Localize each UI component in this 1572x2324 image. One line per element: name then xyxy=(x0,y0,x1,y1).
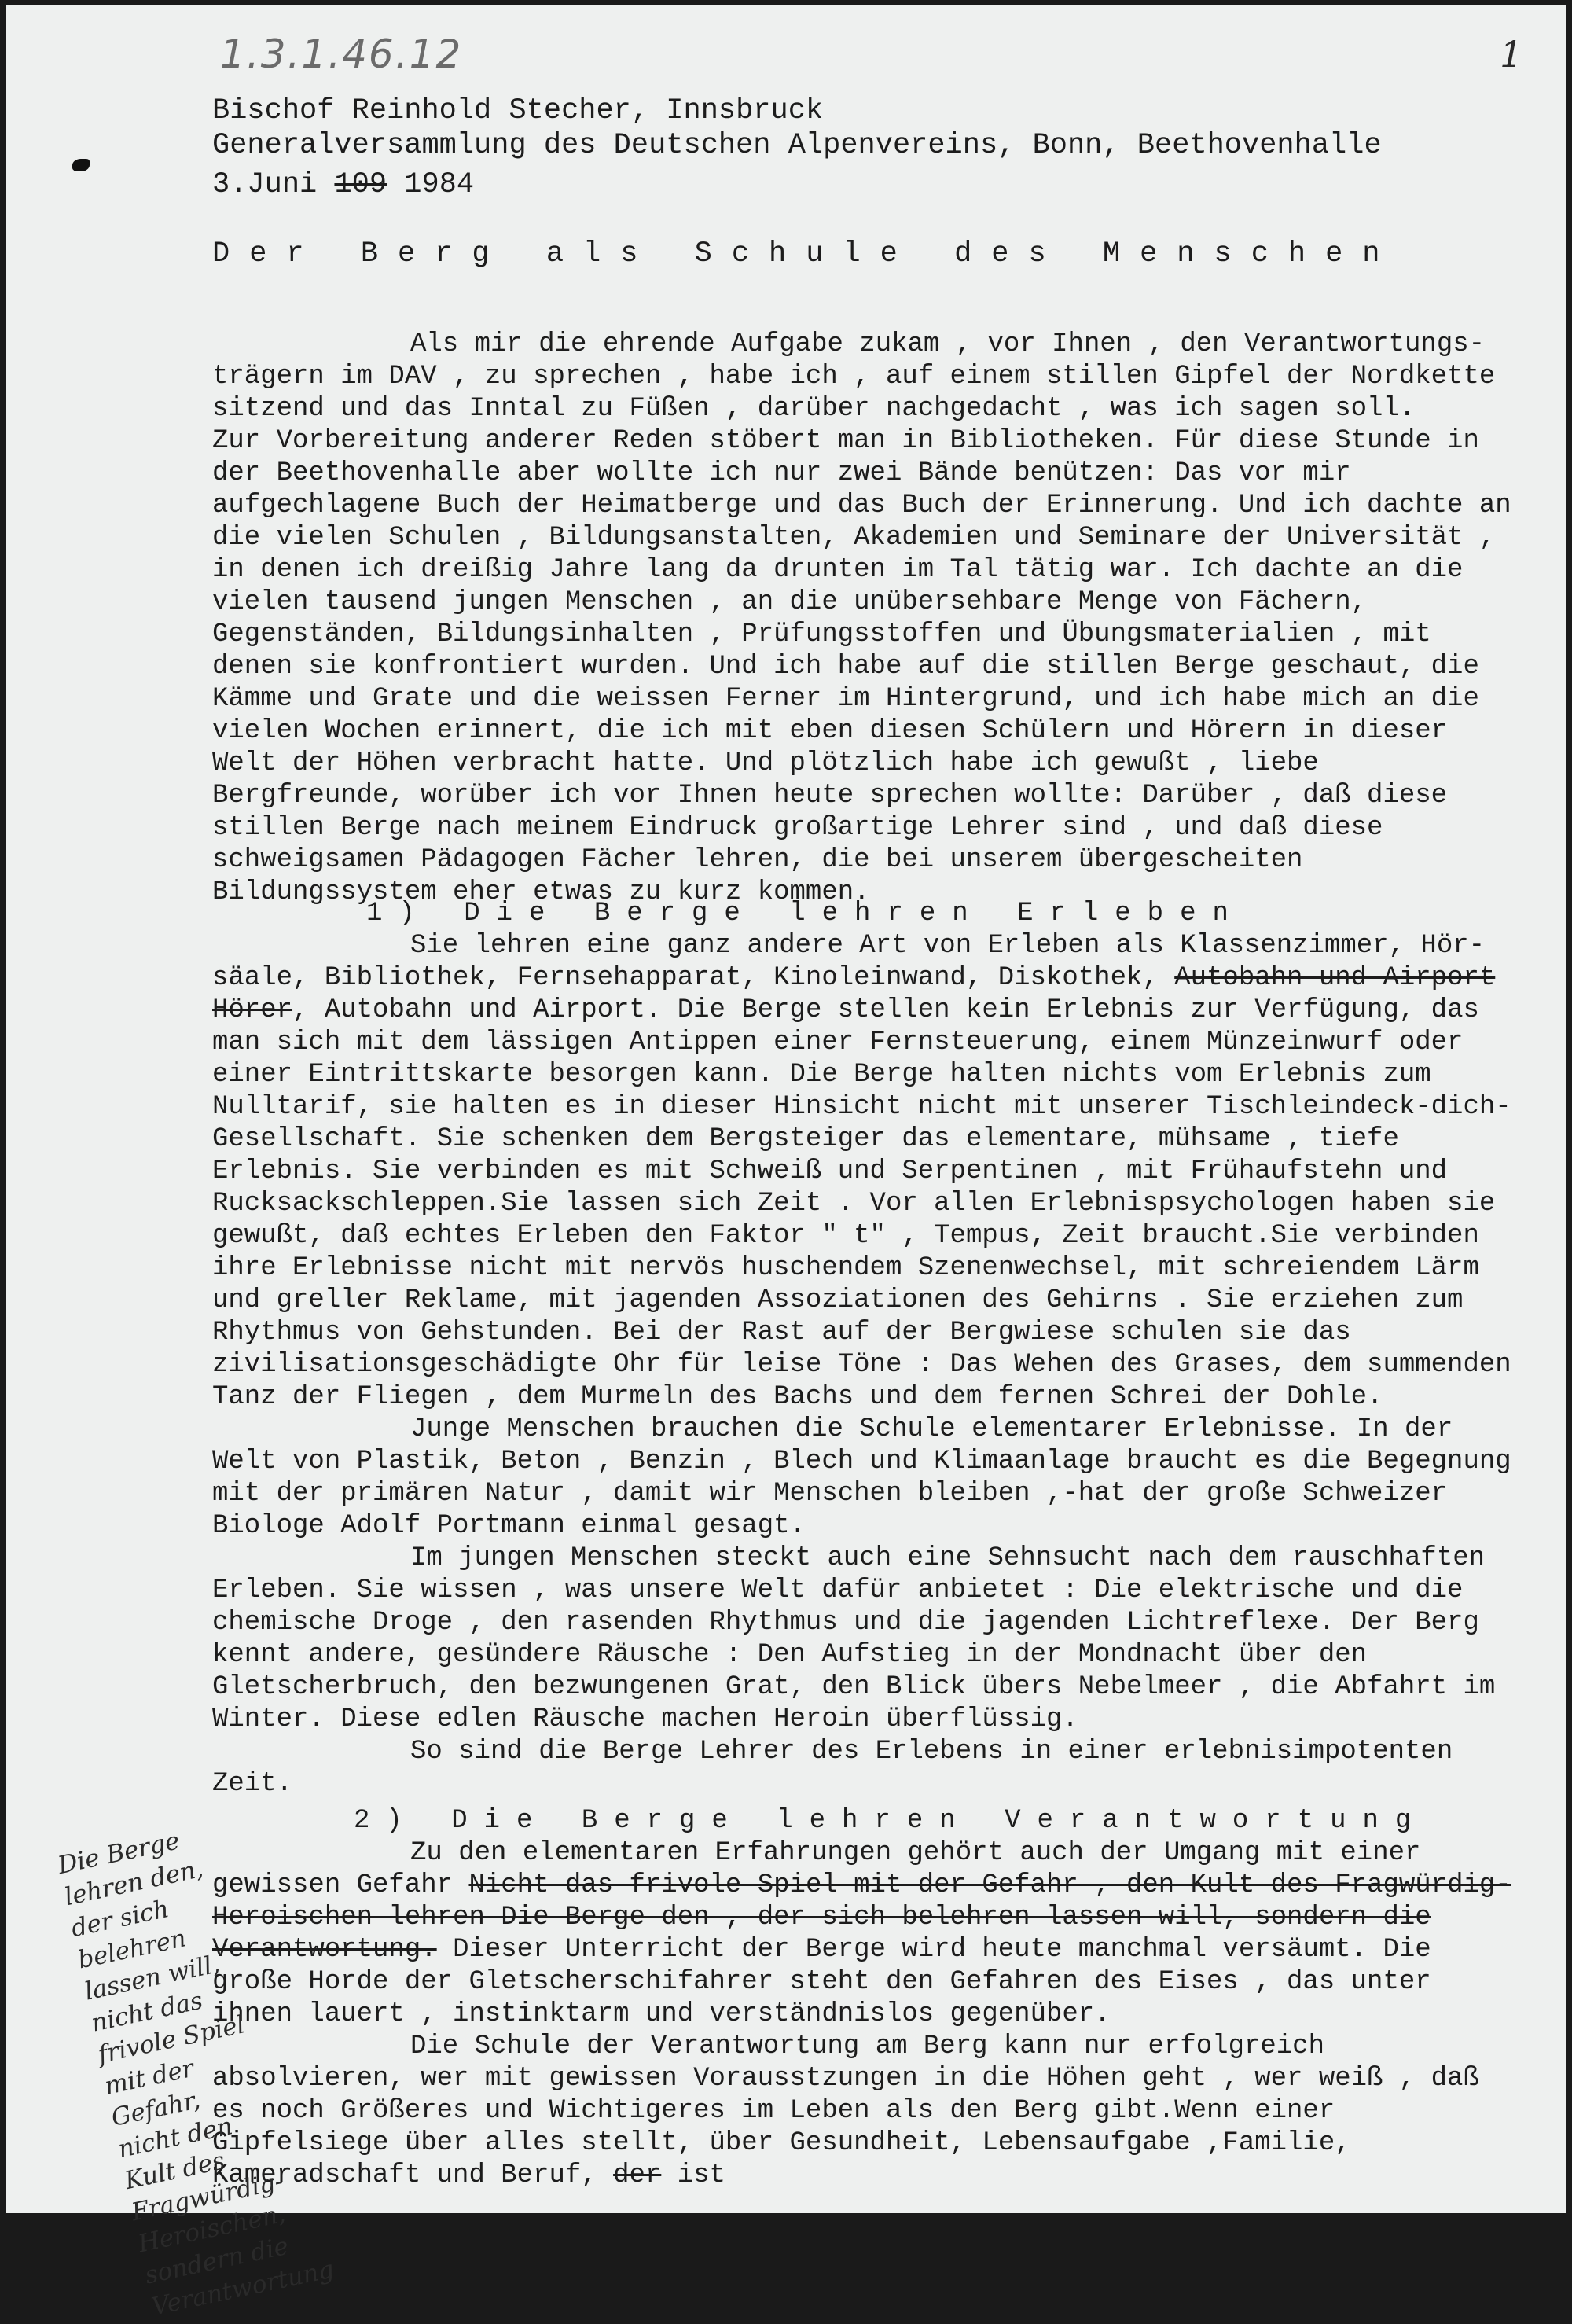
header-author: Bischof Reinhold Stecher, Innsbruck xyxy=(212,94,824,127)
struck-text: Autobahn und Airport Hörer xyxy=(212,963,1496,1025)
document-title: Der Berg als Schule des Menschen xyxy=(212,237,1400,270)
section-2 xyxy=(212,1805,1517,2192)
intro-paragraph-1: Als mir die ehrende Aufgabe zukam , vor Ihnen , den Verantwortungsträgern im DAV , zu sprechen , habe ich , auf einem stillen Gipfel der Nordkette sitzend und das Inntal zu Füßen , darüber nachgedacht , was ich sagen soll. xyxy=(212,329,1496,424)
archive-number: 1.3.1.46.12 xyxy=(220,31,463,77)
section-2-paragraph-2: Die Schule der Verantwortung am Berg kann nur erfolgreich absolvieren, wer mit gewissen Vorausstzungen in die Höhen geht , wer weiß , daß es noch Größeres und Wichtigeres im Leben als den Berg gibt.Wenn einer Gipfelsiege über alles stellt, über Gesundheit, Lebensaufgabe ,Familie, Kameradschaft und Beruf, der ist xyxy=(212,2032,1479,2190)
date-year: 1984 xyxy=(404,168,475,201)
section-1-heading: 1) Die Berge lehren Erleben xyxy=(366,899,1245,928)
header-date xyxy=(212,168,474,201)
section-1-paragraph-3: Im jungen Menschen steckt auch eine Sehnsucht nach dem rauschhaften Erleben. Sie wissen , was unsere Welt dafür anbietet : Die elektrische und die chemische Droge , den rasenden Rhythmus und die jagenden Lichtreflexe. Der Berg kennt andere, gesündere Räusche : Den Aufstieg in der Mondnacht über den Gletscherbruch, den bezwungenen Grat, den Blick übers Nebelmeer , die Abfahrt im Winter. Diese edlen Räusche machen Heroin überflüssig. xyxy=(212,1543,1496,1734)
section-1-paragraph-1: Sie lehren eine ganz andere Art von Erleben als Klassenzimmer, Hörsäale, Bibliothek, Fernsehapparat, Kinoleinwand, Diskothek, Autobahn und Airport Hörer, Autobahn und Airport. Die Berge stellen kein Erlebnis zur Verfügung, das man sich mit dem lässigen Antippen einer Fernsteuerung, einem Münzeinwurf oder einer Eintrittskarte besorgen kann. Die Berge halten nichts vom Erlebnis zum Nulltarif, sie halten es in dieser Hinsicht nicht mit unserer Tischleindeck-dich-Gesellschaft. Sie schenken dem Bergsteiger das elementare, mühsame , tiefe Erlebnis. Sie verbinden es mit Schweiß und Serpentinen , mit Frühaufstehn und Rucksackschleppen.Sie lassen sich Zeit . Vor allen Erlebnispsychologen haben sie gewußt, daß echtes Erleben den Faktor " t" , Tempus, Zeit braucht.Sie verbinden ihre Erlebnisse nicht mit nervös huschendem Szenenwechsel, mit schreiendem Lärm und greller Reklame, mit jagenden Assoziationen des Gehirns . Sie erziehen zum Rhythmus von Gehstunden. Bei der Rast auf der Bergwiese schulen sie das zivilisationsgeschädigte Ohr für leise Töne : Das Wehen des Grases, dem summenden Tanz der Fliegen , dem Murmeln des Bachs und dem fernen Schrei der Dohle. xyxy=(212,931,1511,1412)
section-1-paragraph-2: Junge Menschen brauchen die Schule elementarer Erlebnisse. In der Welt von Plastik, Beton , Benzin , Blech und Klimaanlage braucht es die Begegnung mit der primären Natur , damit wir Menschen bleiben ,-hat der große Schweizer Biologe Adolf Portmann einmal gesagt. xyxy=(212,1414,1511,1541)
intro-text xyxy=(212,329,1517,909)
ink-blot xyxy=(72,159,90,171)
header-event: Generalversammlung des Deutschen Alpenvereins, Bonn, Beethovenhalle xyxy=(212,129,1382,162)
struck-word: der xyxy=(613,2160,662,2190)
intro-paragraph-2: Zur Vorbereitung anderer Reden stöbert man in Bibliotheken. Für diese Stunde in der Beethovenhalle aber wollte ich nur zwei Bände benützen: Das vor mir aufgechlagene Buch der Heimatberge und das Buch der Erinnerung. Und ich dachte an die vielen Schulen , Bildungsanstalten, Akademien und Seminare der Universität , in denen ich dreißig Jahre lang da drunten im Tal tätig war. Ich dachte an die vielen tausend jungen Menschen , an die unübersehbare Menge von Fächern, Gegenständen, Bildungsinhalten , Prüfungsstoffen und Übungsmaterialien , mit denen sie konfrontiert wurden. Und ich habe auf die stillen Berge geschaut, die Kämme und Grate und die weissen Ferner im Hintergrund, und ich habe mich an die vielen Wochen erinnert, die ich mit eben diesen Schülern und Hörern in dieser Welt der Höhen verbracht hatte. Und plötzlich habe ich gewußt , liebe Bergfreunde, worüber ich vor Ihnen heute sprechen wollte: Darüber , daß diese stillen Berge nach meinem Eindruck großartige Lehrer sind , und daß diese schweigsamen Pädagogen Fächer lehren, die bei unserem übergescheiten Bildungssystem eher etwas zu kurz kommen. xyxy=(212,426,1511,907)
document-page xyxy=(6,5,1566,2322)
handwritten-margin-note: Die Berge lehren den, der sich belehren lassen will, nicht das frivole Spiel mit der Gefahr, nicht den Kult des Fragwürdig-Heroischen, sondern die Verantwortung xyxy=(55,1826,336,2322)
section-1 xyxy=(212,898,1517,1800)
date-struck: 109 xyxy=(334,168,387,201)
date-prefix: 3.Juni xyxy=(212,168,318,201)
section-2-heading: 2) Die Berge lehren Verantwortung xyxy=(354,1806,1428,1836)
section-1-paragraph-4: So sind die Berge Lehrer des Erlebens in einer erlebnisimpotenten Zeit. xyxy=(212,1737,1453,1799)
struck-text: Nicht das frivole Spiel mit der Gefahr , den Kult des Fragwürdig-Heroischen lehren Die Berge den , der sich belehren lassen will, sondern die Verantwortung. xyxy=(212,1870,1511,1965)
page-number: 1 xyxy=(1500,33,1523,75)
section-2-paragraph-1: Zu den elementaren Erfahrungen gehört auch der Umgang mit einer gewissen Gefahr Nicht das frivole Spiel mit der Gefahr , den Kult des Fragwürdig-Heroischen lehren Die Berge den , der sich belehren lassen will, sondern die Verantwortung. Dieser Unterricht der Berge wird heute manchmal versäumt. Die große Horde der Gletscherschifahrer steht den Gefahren des Eises , das unter ihnen lauert , instinktarm und verständnislos gegenüber. xyxy=(212,1838,1511,2029)
